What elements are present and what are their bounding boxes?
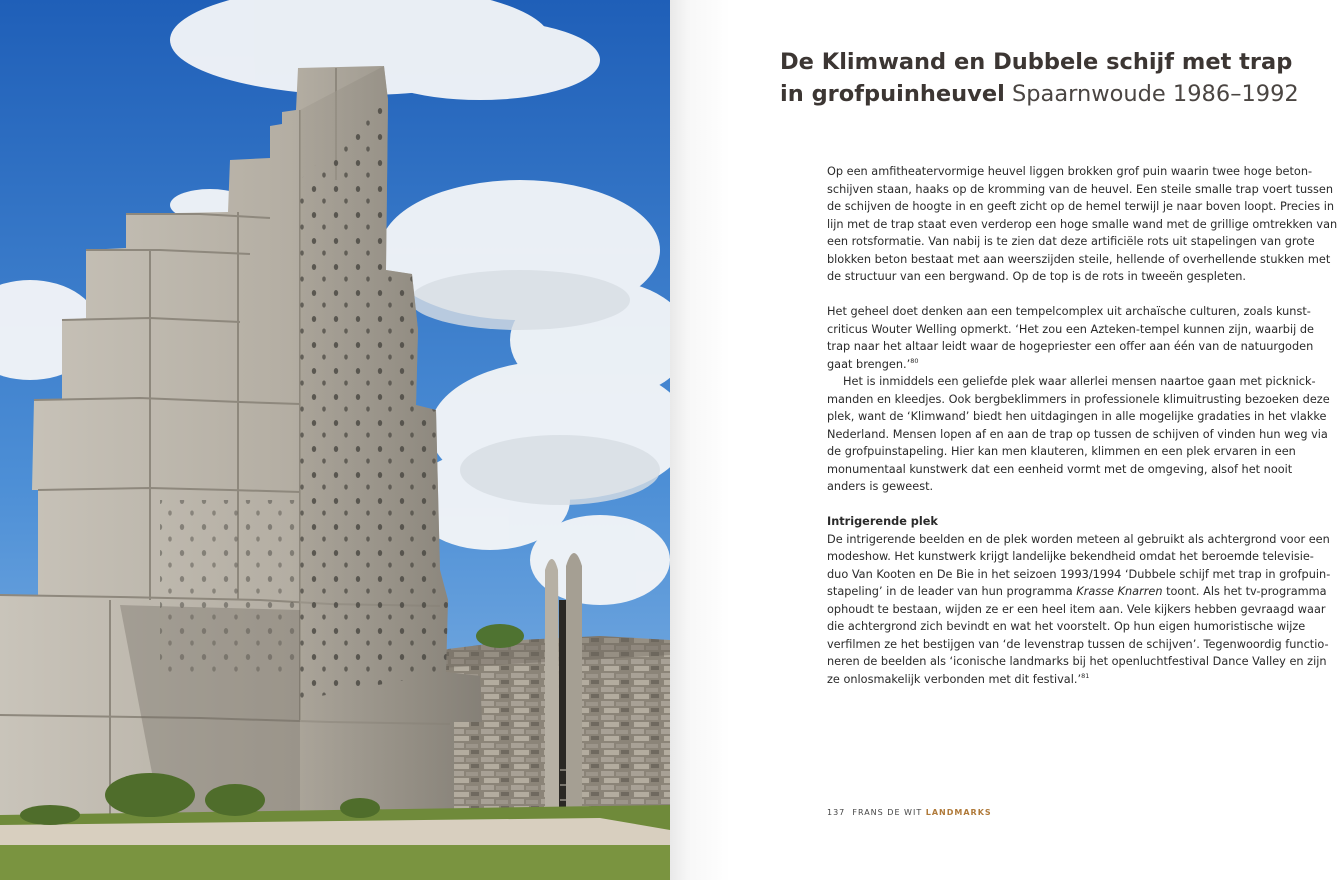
body-line: duo Van Kooten en De Bie in het seizoen 1993/1994 ‘Dubbele schijf met trap in grofpuin- xyxy=(827,567,1331,581)
body-line: de structuur van een bergwand. Op de top is de rots in tweeën gespleten. xyxy=(827,270,1247,283)
body-line xyxy=(827,671,1297,689)
author-name: FRANS DE WIT xyxy=(852,808,923,817)
body-line: plek, want de ‘Klimwand’ biedt hen uitdagingen in alle mogelijke gradaties in het vlakke xyxy=(827,410,1327,423)
text-page xyxy=(670,0,1340,880)
body-line: Nederland. Mensen lopen af en aan de trap op tussen de schijven of vinden hun weg via xyxy=(827,427,1328,441)
body-text-run: ze onlosmakelijk verbonden met dit festival.’ xyxy=(827,672,1082,686)
body-line xyxy=(827,356,1297,374)
body-line: schijven staan, haaks op de kromming van de heuvel. Een steile smalle trap voert tussen xyxy=(827,182,1334,196)
footnote-ref: 81 xyxy=(1081,671,1090,680)
body-line: de schijven de hoogte in en geeft zicht op de hemel terwijl je naar boven loopt. Precies in xyxy=(827,200,1335,213)
title-light: Spaarnwoude 1986–1992 xyxy=(1011,81,1299,107)
body-line: ophoudt te bestaan, wijden ze er een heel item aan. Vele kijkers hebben gevraagd waar xyxy=(827,602,1326,616)
body-line: Het geheel doet denken aan een tempelcomplex uit archaïsche culturen, zoals kunst- xyxy=(827,305,1311,318)
body-line: criticus Wouter Welling opmerkt. ‘Het zou een Azteken-tempel kunnen zijn, waarbij de xyxy=(827,322,1314,336)
page-number: 137 xyxy=(827,808,846,817)
body-line: verfilmen ze het bestijgen van ‘de levenstrap tussen de schijven’. Tegenwoordig functio- xyxy=(827,637,1329,651)
body-line: neren de beelden als ‘iconische landmarks bij het openluchtfestival Dance Valley en zijn xyxy=(827,655,1327,668)
body-line: De intrigerende beelden en de plek worden meteen al gebruikt als achtergrond voor een xyxy=(827,532,1330,546)
section-subheading: Intrigerende plek xyxy=(827,515,938,528)
page-title xyxy=(780,46,1300,110)
body-line: lijn met de trap staat even verderop een hoge smalle wand met de grillige omtrekken van xyxy=(827,217,1338,231)
body-line: die achtergrond zich bevindt en wat het voorstelt. Op hun eigen humoristische wijze xyxy=(827,620,1306,633)
body-text-run: gaat brengen.’ xyxy=(827,357,911,371)
body-line: Op een amfitheatervormige heuvel liggen brokken grof puin waarin twee hoge beton- xyxy=(827,165,1313,178)
body-line: een rotsformatie. Van nabij is te zien dat deze artificiële rots uit stapelingen van grote xyxy=(827,235,1315,248)
body-line: de grofpuinstapeling. Hier kan men klauteren, klimmen en een plek ervaren in een xyxy=(827,445,1296,458)
title-bold: De Klimwand en Dubbele schijf met trap in grofpuinheuvel xyxy=(780,49,1293,107)
page-footer xyxy=(827,808,992,817)
body-line: blokken beton bestaat met aan weerszijden steile, hellende of overhellende stukken met xyxy=(827,252,1331,266)
body-line xyxy=(827,583,1327,601)
body-text-run: stapeling’ in de leader van hun programma xyxy=(827,585,1077,598)
body-line: manden en kleedjes. Ook bergbeklimmers in professionele klimuitrusting bezoeken deze xyxy=(827,392,1330,406)
body-text xyxy=(827,163,1338,688)
book-title: LANDMARKS xyxy=(925,808,992,817)
body-line: anders is geweest. xyxy=(827,480,934,493)
body-line: modeshow. Het kunstwerk krijgt landelijke bekendheid omdat het beroemde televisie- xyxy=(827,550,1314,563)
footnote-ref: 80 xyxy=(910,356,919,365)
body-line: Het is inmiddels een geliefde plek waar allerlei mensen naartoe gaan met picknick- xyxy=(843,375,1316,388)
body-text-run: toont. Als het tv-programma xyxy=(1162,585,1327,598)
body-line: trap naar het altaar leidt waar de hogepriester een offer aan één van de natuurgoden xyxy=(827,340,1314,353)
program-title: Krasse Knarren xyxy=(1076,585,1163,598)
body-line: monumentaal kunstwerk dat een eenheid vormt met de omgeving, alsof het nooit xyxy=(827,462,1293,476)
